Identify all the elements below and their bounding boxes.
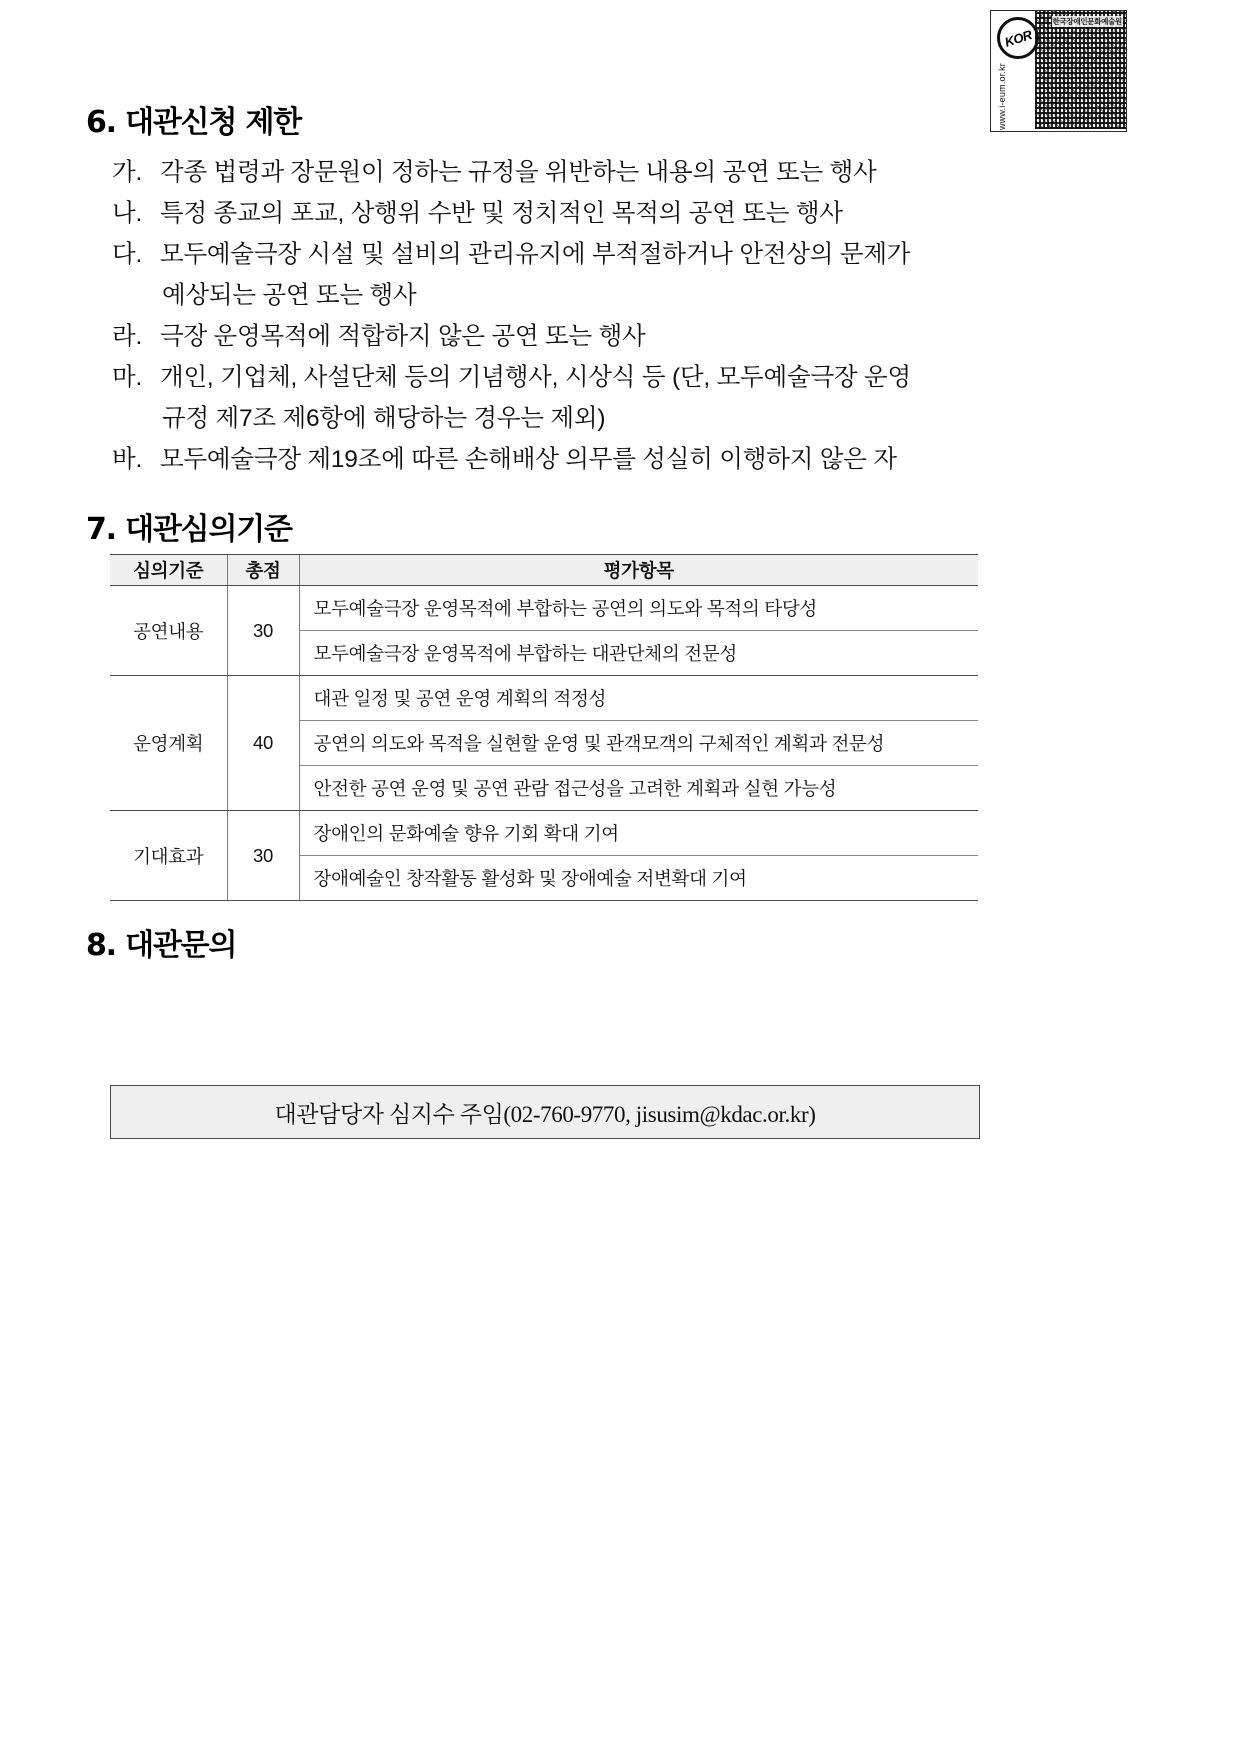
criterion-score: 40 xyxy=(227,676,299,811)
evaluation-item: 장애예술인 창작활동 활성화 및 장애예술 저변확대 기여 xyxy=(299,856,978,901)
list-item-marker: 마. xyxy=(112,364,143,391)
contact-info-text: 대관담당자 심지수 주임(02-760-9770, jisusim@kdac.or.kr) xyxy=(274,1101,816,1127)
list-item-text: 각종 법령과 장문원이 정하는 규정을 위반하는 내용의 공연 또는 행사 xyxy=(160,159,877,186)
stamp-url-text: www.i-eum.or.kr xyxy=(997,63,1007,131)
criterion-name: 운영계획 xyxy=(110,676,227,811)
qr-code-pattern xyxy=(1035,11,1126,129)
list-item-marker: 나. xyxy=(112,200,143,227)
column-header-criterion: 심의기준 xyxy=(110,555,227,586)
criterion-name: 기대효과 xyxy=(110,811,227,901)
list-item-text-continued: 규정 제7조 제6항에 해당하는 경우는 제외) xyxy=(162,405,606,432)
list-item-text-continued: 예상되는 공연 또는 행사 xyxy=(162,282,417,309)
table-row xyxy=(110,676,978,721)
list-item xyxy=(112,439,1042,480)
list-item-text: 특정 종교의 포교, 상행위 수반 및 정치적인 목적의 공연 또는 행사 xyxy=(160,200,843,227)
list-item-text: 개인, 기업체, 사설단체 등의 기념행사, 시상식 등 (단, 모두예술극장 운영 xyxy=(160,364,911,391)
list-item-text: 모두예술극장 시설 및 설비의 관리유지에 부적절하거나 안전상의 문제가 xyxy=(160,241,911,268)
list-item-text: 극장 운영목적에 적합하지 않은 공연 또는 행사 xyxy=(160,323,646,350)
list-item xyxy=(112,193,1042,234)
table-row xyxy=(110,811,978,856)
logo-text: KOR xyxy=(1002,26,1034,50)
list-item xyxy=(112,316,1042,357)
criterion-score: 30 xyxy=(227,586,299,676)
list-item-marker: 라. xyxy=(112,323,143,350)
evaluation-item: 모두예술극장 운영목적에 부합하는 공연의 의도와 목적의 타당성 xyxy=(299,586,978,631)
list-item xyxy=(112,152,1042,193)
table-header-row xyxy=(110,555,978,586)
criterion-score: 30 xyxy=(227,811,299,901)
restriction-list xyxy=(112,152,1042,480)
evaluation-item: 대관 일정 및 공연 운영 계획의 적정성 xyxy=(299,676,978,721)
evaluation-item: 모두예술극장 운영목적에 부합하는 대관단체의 전문성 xyxy=(299,631,978,676)
evaluation-item: 안전한 공연 운영 및 공연 관람 접근성을 고려한 계획과 실현 가능성 xyxy=(299,766,978,811)
list-item-marker: 다. xyxy=(112,241,143,268)
evaluation-item: 공연의 의도와 목적을 실현할 운영 및 관객모객의 구체적인 계획과 전문성 xyxy=(299,721,978,766)
criterion-name: 공연내용 xyxy=(110,586,227,676)
list-item-text: 모두예술극장 제19조에 따른 손해배상 의무를 성실히 이행하지 않은 자 xyxy=(160,446,897,473)
table-row xyxy=(110,586,978,631)
section-7-heading: 7. 대관심의기준 xyxy=(86,512,292,547)
list-item xyxy=(112,357,1042,439)
section-8-heading: 8. 대관문의 xyxy=(86,928,237,963)
criteria-table xyxy=(110,554,978,901)
list-item-marker: 가. xyxy=(112,159,143,186)
contact-info-box xyxy=(110,1085,980,1139)
column-header-evaluation-item: 평가항목 xyxy=(299,555,978,586)
evaluation-item: 장애인의 문화예술 향유 기회 확대 기여 xyxy=(299,811,978,856)
column-header-score: 총점 xyxy=(227,555,299,586)
section-6-heading: 6. 대관신청 제한 xyxy=(86,105,302,140)
official-seal-stamp xyxy=(990,10,1127,132)
kor-logo-icon xyxy=(997,17,1039,59)
stamp-organization-name: 한국장애인문화예술원 xyxy=(1052,17,1122,26)
list-item-marker: 바. xyxy=(112,446,143,473)
list-item xyxy=(112,234,1042,316)
